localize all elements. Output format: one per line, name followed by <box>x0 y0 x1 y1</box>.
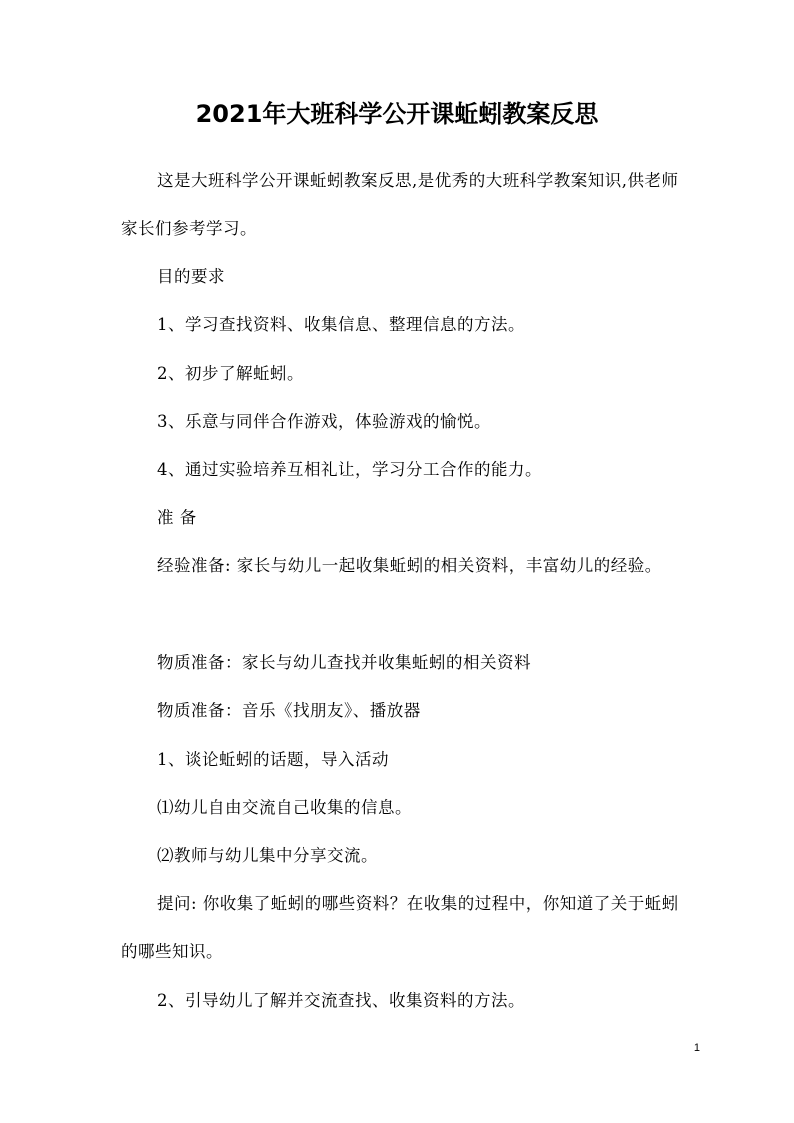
question-paragraph: 提问: 你收集了蚯蚓的哪些资料？在收集的过程中，你知道了关于蚯蚓的哪些知识。 <box>121 894 679 961</box>
intro-paragraph: 这是大班科学公开课蚯蚓教案反思,是优秀的大班科学教案知识,供老师家长们参考学习。 <box>121 171 679 238</box>
section-heading-preparation: 准 备 <box>157 508 197 527</box>
preparation-item: 物质准备：家长与幼儿查找并收集蚯蚓的相关资料 <box>157 653 531 672</box>
objective-item: 3、乐意与同伴合作游戏，体验游戏的愉悦。 <box>157 412 491 431</box>
preparation-item: 经验准备: 家长与幼儿一起收集蚯蚓的相关资料，丰富幼儿的经验。 <box>157 556 662 575</box>
activity-step: 2、引导幼儿了解并交流查找、收集资料的方法。 <box>157 991 525 1010</box>
objective-item: 1、学习查找资料、收集信息、整理信息的方法。 <box>157 315 525 334</box>
activity-step: 1、谈论蚯蚓的话题，导入活动 <box>157 750 389 769</box>
page-number: 1 <box>693 1042 700 1054</box>
section-heading-objectives: 目的要求 <box>157 267 225 286</box>
activity-substep: ⑵教师与幼儿集中分享交流。 <box>157 846 378 865</box>
preparation-item: 物质准备：音乐《找朋友》、播放器 <box>157 701 421 720</box>
objective-item: 2、初步了解蚯蚓。 <box>157 364 304 383</box>
activity-substep: ⑴幼儿自由交流自己收集的信息。 <box>157 798 412 817</box>
document-title: 2021年大班科学公开课蚯蚓教案反思 <box>195 100 599 128</box>
objective-item: 4、通过实验培养互相礼让，学习分工合作的能力。 <box>157 460 542 479</box>
